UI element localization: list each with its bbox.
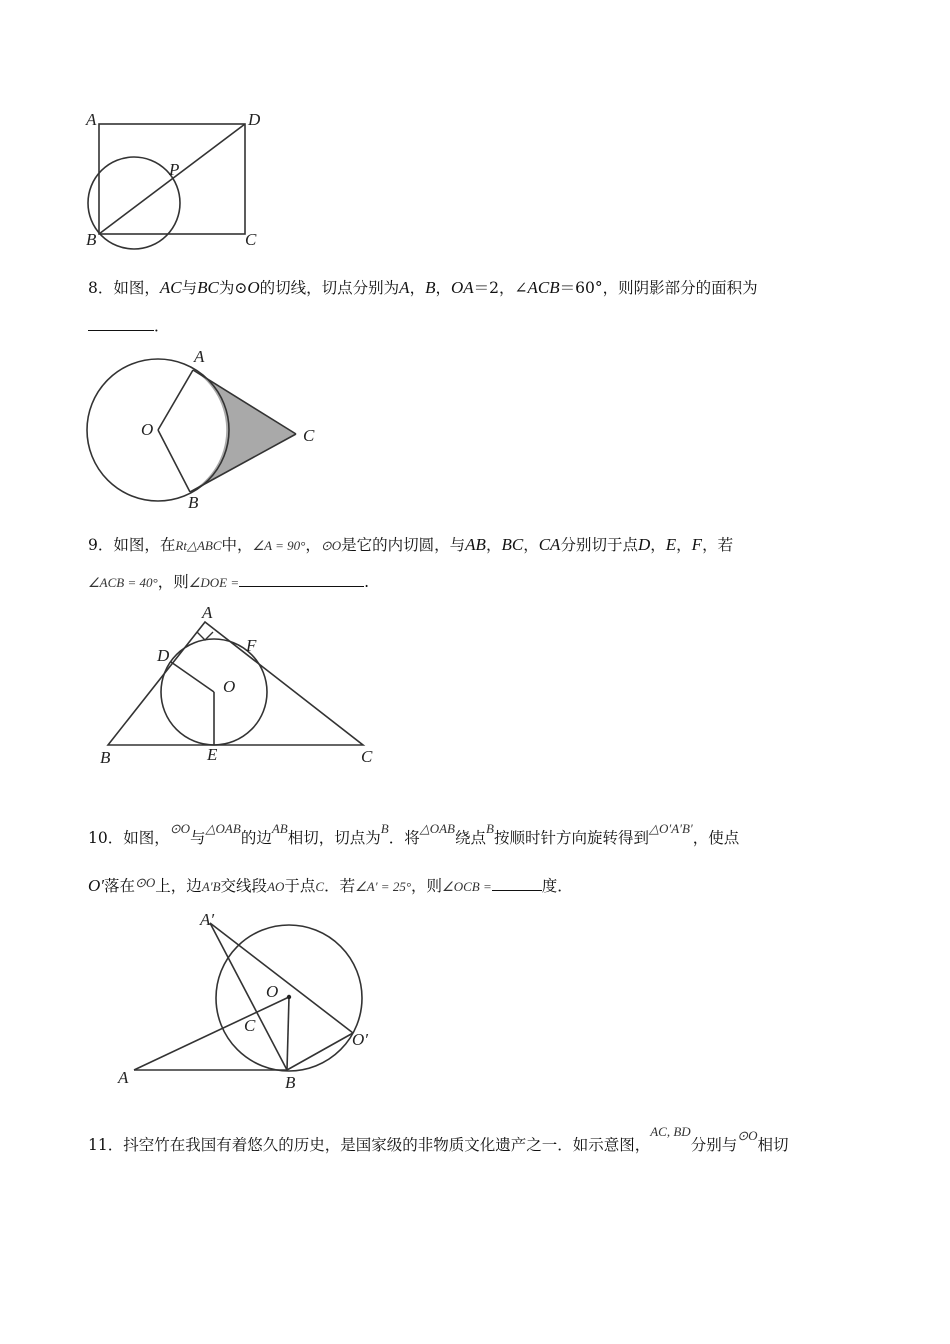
text: 的切线，切点分别为	[259, 279, 400, 297]
label-d: D	[157, 646, 170, 665]
math-angle-acb: ∠ACB = 40°	[88, 575, 158, 590]
text: .	[364, 573, 370, 591]
text: 中，	[221, 536, 253, 554]
text: ＝2，∠	[473, 279, 528, 297]
label-a: A	[194, 347, 205, 366]
math-acb: ACB	[527, 278, 560, 297]
text: 是它的内切圆，与	[341, 536, 466, 554]
label-b: B	[86, 230, 97, 249]
text: 如图，在	[113, 536, 176, 554]
text: 与	[181, 279, 198, 297]
figure-q8	[80, 345, 330, 515]
math-bc: BC	[501, 535, 524, 554]
math-bc: BC	[197, 278, 219, 297]
math-e: E	[665, 535, 677, 554]
text: ，	[485, 536, 502, 554]
text: 相切，切点为	[287, 829, 381, 847]
math-angle-doe: ∠DOE =	[188, 575, 240, 590]
question-11-line-1	[88, 1124, 789, 1156]
radius-od	[171, 662, 214, 692]
segment-ob	[287, 997, 289, 1070]
label-o-prime: O′	[352, 1030, 368, 1049]
math-ac: AC	[159, 278, 182, 297]
math-ao: AO	[267, 879, 285, 894]
math-angle-ocb: ∠OCB =	[442, 879, 492, 894]
text: 按顺时针方向旋转得到	[493, 829, 649, 847]
question-10-line-2	[88, 876, 573, 897]
label-c: C	[245, 230, 257, 249]
question-8-line-2	[88, 316, 170, 336]
math-circle-o: ⊙O	[169, 821, 191, 836]
circle	[88, 157, 180, 249]
text: 如图，	[113, 279, 160, 297]
math-circle-o: ⊙O	[320, 538, 342, 553]
label-c: C	[303, 426, 315, 445]
math-d: D	[637, 535, 651, 554]
math-oa: OA	[450, 278, 474, 297]
triangle-abc	[108, 622, 363, 745]
text: 分别与	[690, 1136, 738, 1154]
text: 绕点	[454, 829, 486, 847]
label-a: A	[202, 603, 213, 622]
math-angle-a: ∠A = 90°	[252, 538, 306, 553]
label-d: D	[248, 110, 261, 129]
answer-blank	[88, 316, 154, 331]
text: 交线段	[220, 877, 268, 895]
answer-blank	[492, 876, 542, 891]
math-circle-o: ⊙O	[737, 1128, 758, 1143]
figure-q9	[95, 600, 395, 775]
math-a-prime-b: A′B	[201, 879, 221, 894]
label-o: O	[266, 982, 279, 1001]
label-b: B	[285, 1073, 296, 1092]
label-p: P	[169, 160, 180, 179]
text: 与	[190, 829, 206, 847]
question-number: 10．如图，	[88, 829, 170, 847]
text: ．将	[388, 829, 420, 847]
question-9-line-1	[88, 535, 733, 556]
label-b: B	[100, 748, 111, 767]
math-ac-bd: AC, BD	[650, 1124, 691, 1139]
question-number: 11．抖空竹在我国有着悠久的历史，是国家级的非物质文化遗产之一．如示意图，	[88, 1136, 651, 1154]
figure-q10	[110, 905, 380, 1100]
text: ．	[154, 317, 170, 335]
question-9-line-2	[88, 572, 369, 593]
math-o: O	[247, 278, 260, 297]
math-c: C	[315, 879, 325, 894]
segment-ao	[134, 997, 289, 1070]
shaded-region	[190, 370, 296, 492]
question-number: 8．	[88, 279, 114, 297]
math-triangle-oab: △OAB	[419, 821, 455, 836]
radius-oa	[158, 370, 193, 430]
math-o-prime: O′	[88, 876, 104, 895]
label-e: E	[207, 745, 218, 764]
text: ，	[409, 279, 426, 297]
figure-q7	[80, 105, 270, 255]
label-c: C	[361, 747, 373, 766]
label-a-prime: A′	[200, 910, 215, 929]
text: ，则	[411, 877, 443, 895]
math-ab: AB	[465, 535, 486, 554]
diagonal-bd	[99, 124, 245, 234]
text: 相切	[757, 1136, 789, 1154]
math-b: B	[380, 821, 389, 836]
math-triangle-rotated: △O′A′B′	[648, 821, 693, 836]
text: ＝60°，则阴影部分的面积为	[559, 279, 758, 297]
label-a: A	[118, 1068, 129, 1087]
math-circle-o: ⊙O	[135, 875, 156, 890]
math-f: F	[691, 535, 703, 554]
text: 度．	[541, 877, 573, 895]
text: ．若	[324, 877, 356, 895]
label-o: O	[141, 420, 154, 439]
math-b: B	[425, 278, 436, 297]
text: ，若	[702, 536, 734, 554]
math-ca: CA	[538, 535, 561, 554]
text: 分别切于点	[560, 536, 638, 554]
text: ，	[676, 536, 692, 554]
label-o: O	[223, 677, 236, 696]
text: ，	[435, 279, 451, 297]
math-angle-a-prime: ∠A′ = 25°	[355, 879, 412, 894]
math-ab: AB	[271, 821, 288, 836]
answer-blank	[239, 572, 364, 587]
math-triangle-oab: △OAB	[205, 821, 241, 836]
radius-ob	[158, 430, 190, 492]
label-b: B	[188, 493, 199, 512]
text: 的边	[240, 829, 272, 847]
text: ，	[305, 536, 321, 554]
label-c: C	[244, 1016, 256, 1035]
text: ，使点	[692, 829, 740, 847]
text: 落在	[104, 877, 136, 895]
text: 为⊙	[218, 279, 248, 297]
question-8-line-1	[88, 278, 758, 298]
math-a: A	[399, 278, 410, 297]
text: ，则	[157, 573, 189, 591]
text: 于点	[284, 877, 316, 895]
text: 上，边	[155, 877, 202, 895]
question-number: 9．	[88, 536, 114, 554]
math-b: B	[486, 821, 494, 836]
text: ，	[523, 536, 539, 554]
center-point-o	[287, 995, 291, 999]
label-a: A	[86, 110, 97, 129]
question-10-line-1	[88, 821, 740, 849]
text: ，	[650, 536, 666, 554]
math-rt-triangle: Rt△ABC	[175, 538, 222, 553]
label-f: F	[246, 636, 257, 655]
